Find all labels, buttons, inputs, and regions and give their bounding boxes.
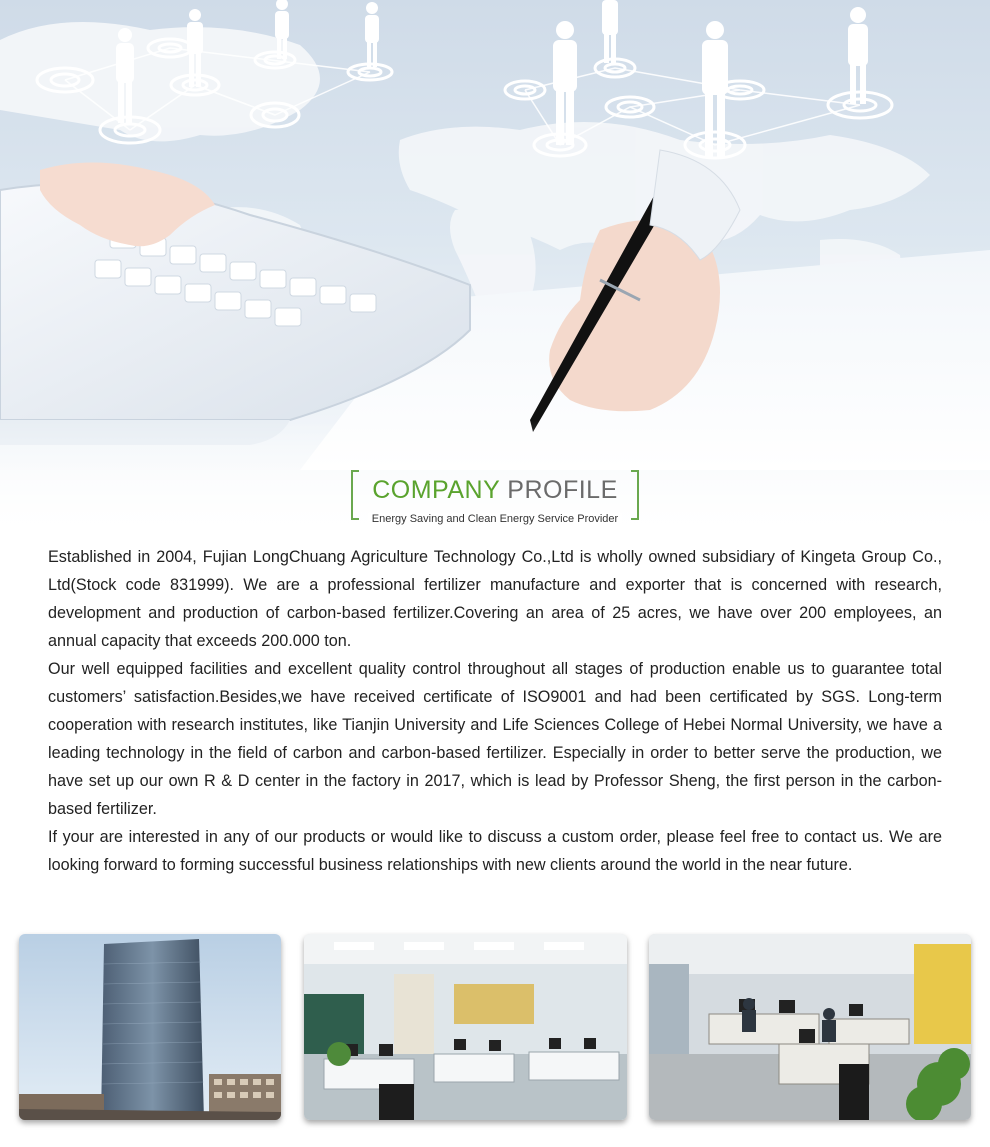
photo-office-building <box>19 934 281 1120</box>
yellow-wall <box>914 944 971 1044</box>
photo-open-office <box>304 934 627 1120</box>
paragraph-contact: If your are interested in any of our products or would like to discuss a custom order, please feel free to contact us. We are looking forward to forming successful business relationships with new clients around the world in the near future. <box>48 828 942 874</box>
title-word-profile: PROFILE <box>507 476 618 504</box>
hero-illustration <box>0 0 990 540</box>
hero-banner <box>0 0 990 540</box>
subtitle-text: Energy Saving and Clean Energy Service Provider <box>368 513 622 525</box>
company-description <box>48 543 942 879</box>
title-word-company: COMPANY <box>372 476 500 504</box>
company-profile-heading <box>351 470 639 524</box>
paragraph-introduction: Established in 2004, Fujian LongChuang Agriculture Technology Co.,Ltd is wholly owned subsidiary of Kingeta Group Co., Ltd(Stock code 831999). We are a professional fertilizer manufacture and exporter that is concerned with research, development and production of carbon-based fertilizer.Covering an area of 25 acres, we have over 200 employees, an annual capacity that exceeds 200.000 ton. <box>48 548 942 650</box>
paragraph-facilities: Our well equipped facilities and excellent quality control throughout all stages of production enable us to guarantee total customers’ satisfaction.Besides,we have received certificate of ISO9001 and had been certificated by SGS. Long-term cooperation with research institutes, like Tianjin University and Life Sciences College of Hebei Normal University, we have a leading technology in the field of carbon and carbon-based fertilizer. Especially in order to better serve the production, we have set up our own R & D center in the factory in 2017, which is lead by Professor Sheng, the first person in the carbon-based fertilizer. <box>48 660 942 818</box>
photo-office-staff <box>649 934 971 1120</box>
tower-building <box>101 939 204 1120</box>
page-title <box>351 476 639 505</box>
subtitle <box>351 513 639 525</box>
